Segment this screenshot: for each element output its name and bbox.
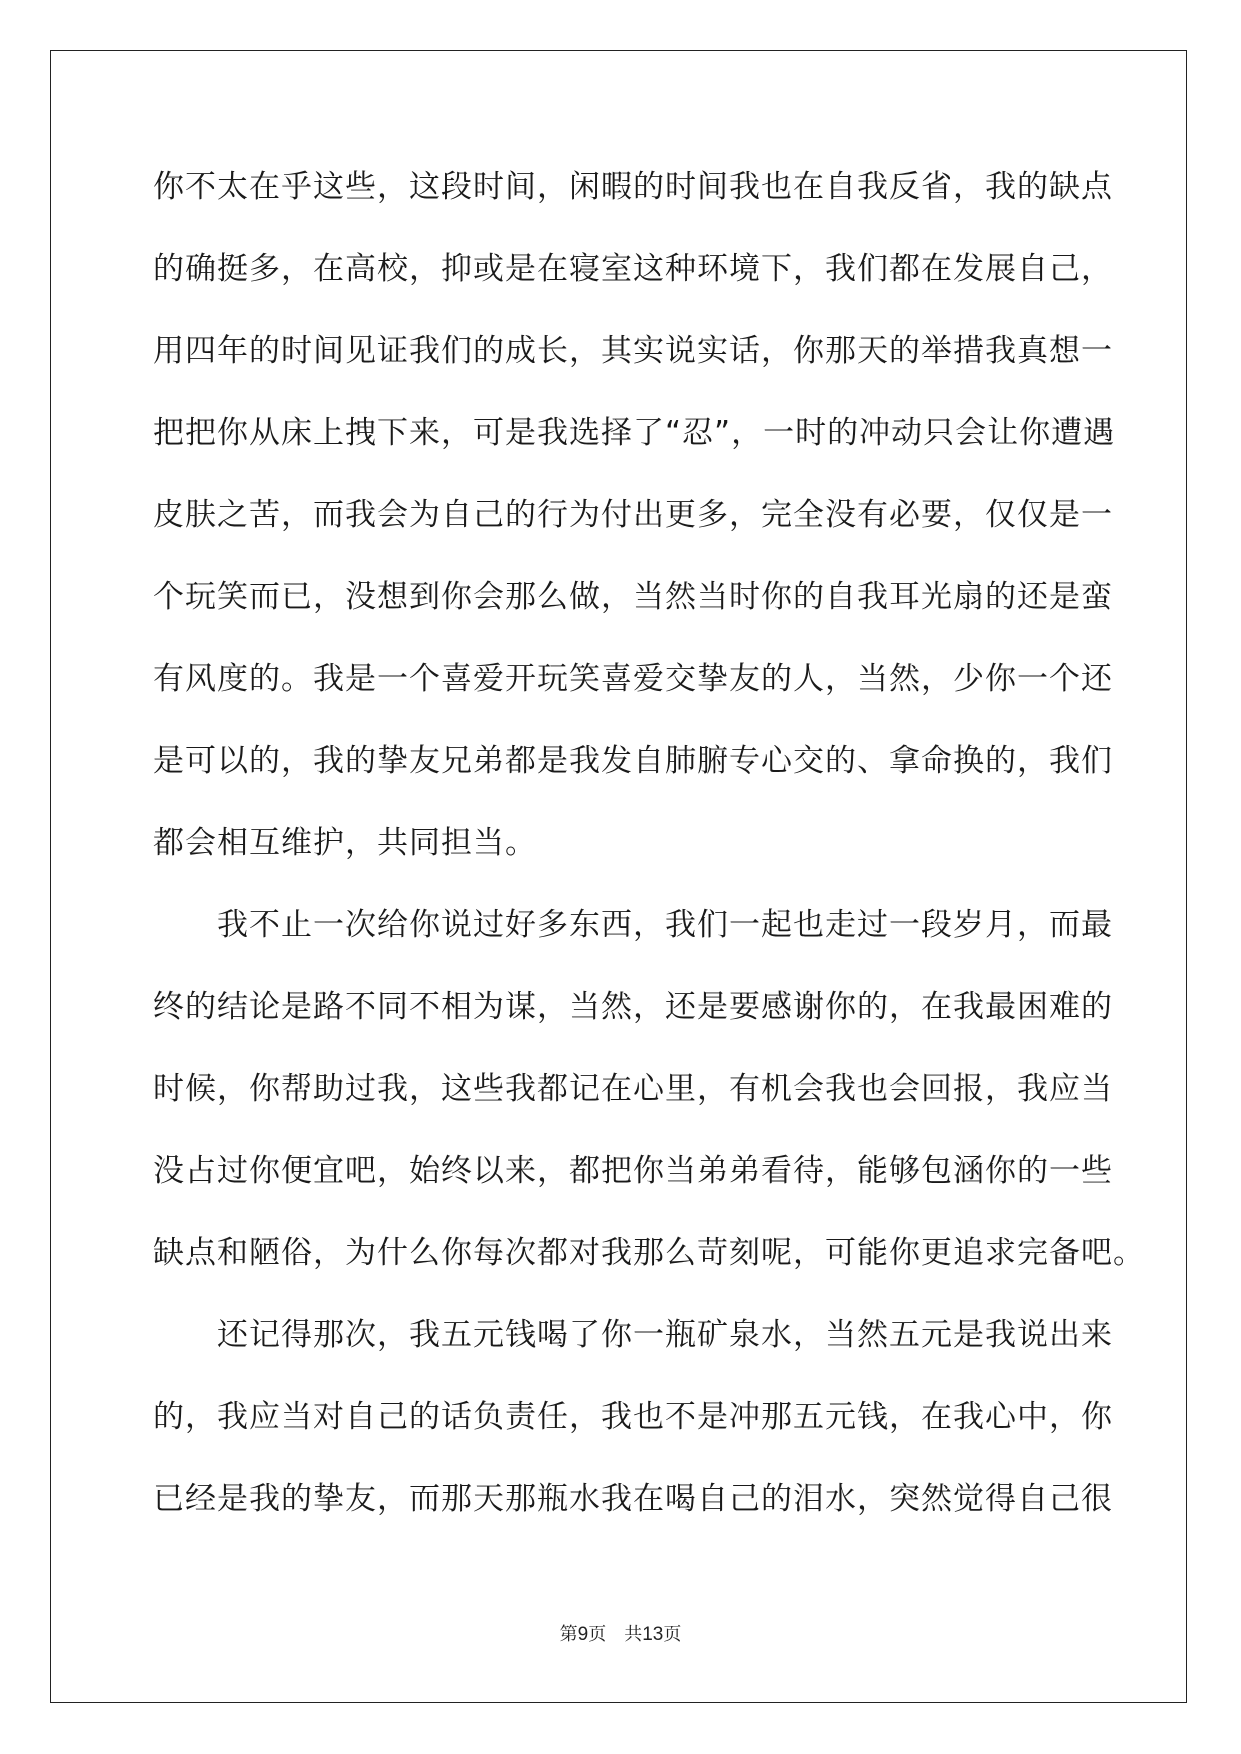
total-prefix: 共 — [624, 1624, 643, 1645]
text-line: 的确挺多，在高校，抑或是在寝室这种环境下，我们都在发展自己， — [153, 251, 1113, 287]
page-prefix: 第 — [559, 1624, 578, 1645]
text-line: 皮肤之苦，而我会为自己的行为付出更多，完全没有必要，仅仅是一 — [153, 497, 1113, 533]
page-current: 9 — [577, 1624, 589, 1645]
text-line: 把把你从床上拽下来，可是我选择了“忍”，一时的冲动只会让你遭遇 — [153, 415, 1116, 451]
page-footer — [0, 1620, 1241, 1646]
text-line: 都会相互维护，共同担当。 — [153, 825, 537, 861]
text-line: 时候，你帮助过我，这些我都记在心里，有机会我也会回报，我应当 — [153, 1071, 1113, 1107]
text-line: 你不太在乎这些，这段时间，闲暇的时间我也在自我反省，我的缺点 — [153, 169, 1113, 205]
text-line: 已经是我的挚友，而那天那瓶水我在喝自己的泪水，突然觉得自己很 — [153, 1481, 1113, 1517]
text-line: 终的结论是路不同不相为谋，当然，还是要感谢你的，在我最困难的 — [153, 989, 1113, 1025]
text-line: 是可以的，我的挚友兄弟都是我发自肺腑专心交的、拿命换的，我们 — [153, 743, 1113, 779]
text-line: 有风度的。我是一个喜爱开玩笑喜爱交挚友的人，当然，少你一个还 — [153, 661, 1113, 697]
page-suffix: 页 — [588, 1624, 607, 1645]
document-body — [153, 165, 1145, 1559]
page-total: 13 — [642, 1624, 664, 1645]
text-line: 缺点和陋俗，为什么你每次都对我那么苛刻呢，可能你更追求完备吧。 — [153, 1235, 1145, 1271]
text-line: 的，我应当对自己的话负责任，我也不是冲那五元钱，在我心中，你 — [153, 1399, 1113, 1435]
text-line: 个玩笑而已，没想到你会那么做，当然当时你的自我耳光扇的还是蛮 — [153, 579, 1113, 615]
text-line: 我不止一次给你说过好多东西，我们一起也走过一段岁月，而最 — [153, 907, 1113, 943]
total-suffix: 页 — [663, 1624, 682, 1645]
text-line: 用四年的时间见证我们的成长，其实说实话，你那天的举措我真想一 — [153, 333, 1113, 369]
text-line: 没占过你便宜吧，始终以来，都把你当弟弟看待，能够包涵你的一些 — [153, 1153, 1113, 1189]
text-line: 还记得那次，我五元钱喝了你一瓶矿泉水，当然五元是我说出来 — [153, 1317, 1113, 1353]
